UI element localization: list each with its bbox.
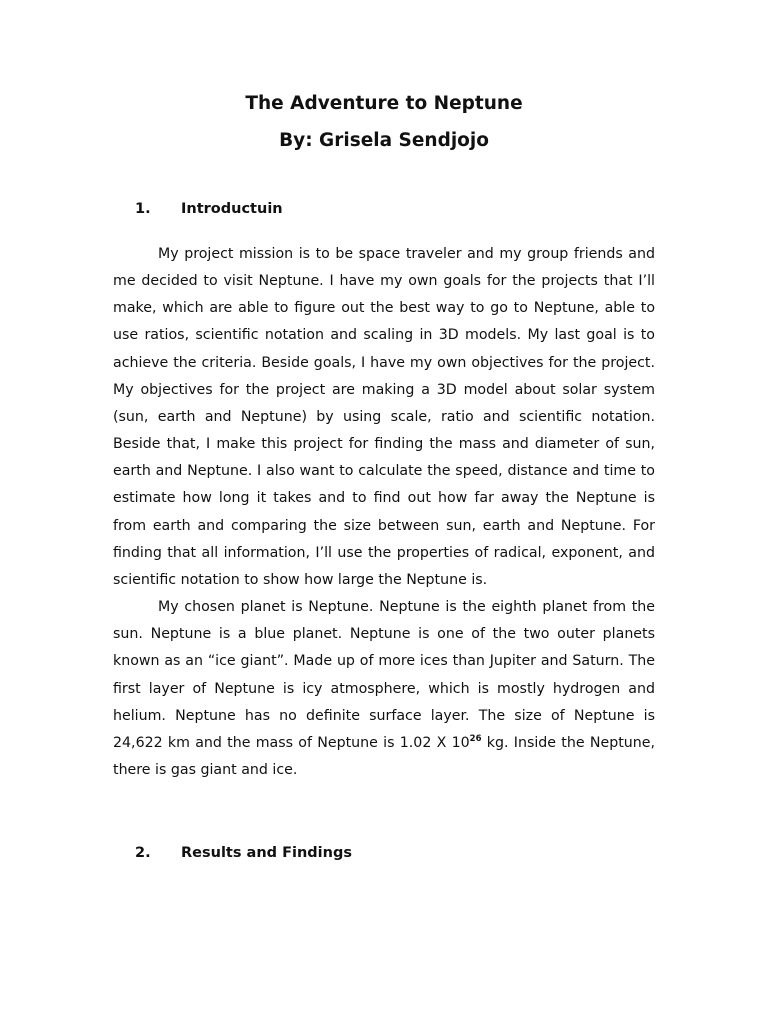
section-title: Introductuin [181, 201, 283, 217]
paragraph [113, 594, 655, 784]
exponent: 26 [469, 733, 482, 744]
section-heading-results [135, 843, 352, 863]
document-title: The Adventure to Neptune [245, 93, 523, 114]
paragraph-text: kg. Inside the Neptune, there is gas giant and ice. [113, 734, 655, 778]
section-number: 2. [135, 845, 151, 861]
introduction-body [113, 241, 655, 784]
author-line: By: Grisela Sendjojo [279, 130, 489, 151]
section-heading-introduction [135, 199, 283, 219]
paragraph-text: My chosen planet is Neptune. Neptune is the eighth planet from the sun. Neptune is a blue planet. Neptune is one of the two outer planets known as an “ice giant”. Made up of more ices than Jupiter and Saturn. The first layer of Neptune is icy atmosphere, which is mostly hydrogen and helium. Neptune has no definite surface layer. The size of Neptune is 24,622 km and the mass of Neptune is 1.02 X 10 [113, 599, 655, 751]
paragraph: My project mission is to be space traveler and my group friends and me decided to visit Neptune. I have my own goals for the projects that I’ll make, which are able to figure out the best way to go to Neptune, able to use ratios, scientific notation and scaling in 3D models. My last goal is to achieve the criteria. Beside goals, I have my own objectives for the project. My objectives for the project are making a 3D model about solar system (sun, earth and Neptune) by using scale, ratio and scientific notation. Beside that, I make this project for finding the mass and diameter of sun, earth and Neptune. I also want to calculate the speed, distance and time to estimate how long it takes and to find out how far away the Neptune is from earth and comparing the size between sun, earth and Neptune. For finding that all information, I’ll use the properties of radical, exponent, and scientific notation to show how large the Neptune is. [113, 246, 655, 588]
section-title: Results and Findings [181, 845, 352, 861]
section-number: 1. [135, 201, 151, 217]
